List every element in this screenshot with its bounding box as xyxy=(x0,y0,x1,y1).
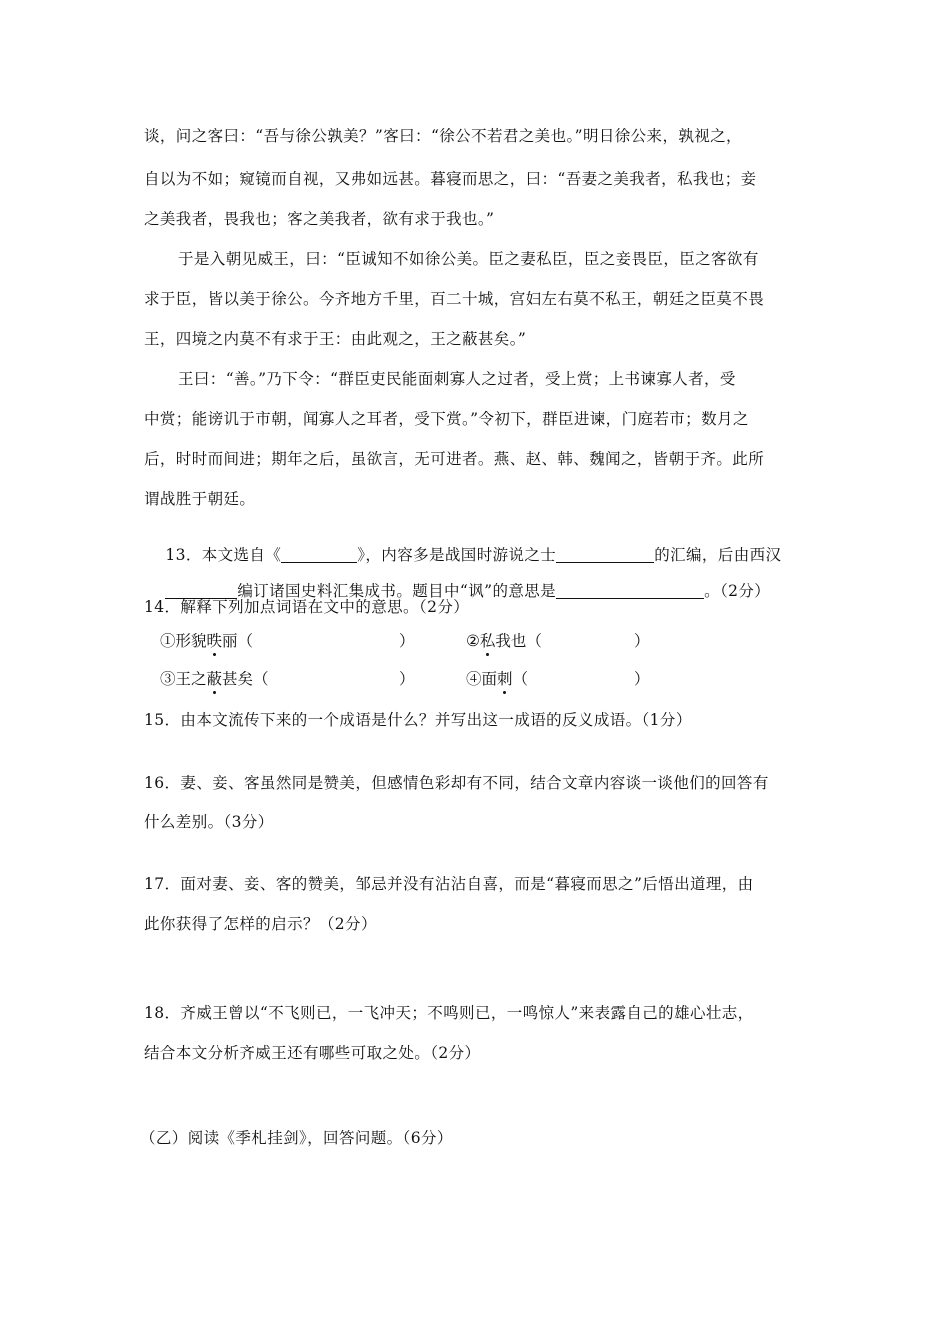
question-16-line-2: 什么差别。（3分） xyxy=(144,813,274,831)
question-15: 15．由本文流传下来的一个成语是什么？并写出这一成语的反义成语。（1分） xyxy=(144,711,692,729)
passage-line-10: 谓战胜于朝廷。 xyxy=(144,490,256,508)
question-17-line-2: 此你获得了怎样的启示？（2分） xyxy=(144,915,377,933)
option-2-suffix: 我也（ xyxy=(495,632,542,650)
option-1-close-paren: ） xyxy=(399,632,415,650)
answer-blank-feng-meaning[interactable] xyxy=(556,582,704,599)
option-2-dotted-char: 私 xyxy=(479,632,496,650)
option-3-suffix: 甚矣（ xyxy=(222,670,269,688)
passage-line-9: 后，时时而间进；期年之后，虽欲言，无可进者。燕、赵、韩、魏闻之，皆朝于齐。此所 xyxy=(144,450,765,468)
question-14-option-3 xyxy=(160,669,269,689)
option-3-dotted-char: 蔽 xyxy=(206,670,223,688)
passage-line-4: 于是入朝见威王，曰：“臣诚知不如徐公美。臣之妻私臣，臣之妾畏臣，臣之客欲有 xyxy=(178,250,759,268)
passage-line-7: 王曰：“善。”乃下令：“群臣吏民能面刺寡人之过者，受上赏；上书谏寡人者，受 xyxy=(178,370,736,388)
option-3-prefix: ③王之 xyxy=(160,670,207,688)
passage-line-3: 之美我者，畏我也；客之美我者，欲有求于我也。” xyxy=(144,210,495,228)
option-4-dotted-char: 刺 xyxy=(497,670,513,688)
question-18-line-2: 结合本文分析齐威王还有哪些可取之处。（2分） xyxy=(144,1044,481,1062)
option-4-close-paren: ） xyxy=(634,670,650,688)
option-2-prefix: ② xyxy=(466,632,480,650)
question-13-text-b: 》，内容多是战国时游说之士 xyxy=(357,546,557,564)
question-13-text-d: 编订诸国史料汇集成书。题目中“讽”的意思是 xyxy=(237,582,557,600)
option-1-dotted-char: 昳 xyxy=(206,632,223,650)
option-2-close-paren: ） xyxy=(634,632,650,650)
question-18-line-1: 18．齐威王曾以“不飞则已，一飞冲天；不鸣则已，一鸣惊人”来表露自己的雄心壮志， xyxy=(144,1004,754,1022)
passage-line-5: 求于臣，皆以美于徐公。今齐地方千里，百二十城，宫妇左右莫不私王，朝廷之臣莫不畏 xyxy=(144,290,765,308)
question-14-option-2 xyxy=(466,631,542,651)
question-13-text-e: 。（2分） xyxy=(704,582,771,600)
option-3-close-paren: ） xyxy=(399,670,415,688)
option-1-prefix: ①形貌 xyxy=(160,632,207,650)
passage-line-6: 王，四境之内莫不有求于王：由此观之，王之蔽甚矣。” xyxy=(144,330,527,348)
question-14-option-4 xyxy=(466,669,528,689)
passage-line-2: 自以为不如；窥镜而自视，又弗如远甚。暮寝而思之，曰：“吾妻之美我者，私我也；妾 xyxy=(144,170,757,188)
question-14-option-1 xyxy=(160,631,253,651)
passage-line-1: 谈，问之客曰：“吾与徐公孰美？”客曰：“徐公不若君之美也。”明日徐公来，孰视之， xyxy=(144,127,742,145)
question-17-line-1: 17．面对妻、妾、客的赞美，邹忌并没有沾沾自喜，而是“暮寝而思之”后悟出道理，由 xyxy=(144,875,754,893)
question-13-text-c: 的汇编，后由西汉 xyxy=(654,546,782,564)
option-1-suffix: 丽（ xyxy=(222,632,254,650)
question-14-stem: 14．解释下列加点词语在文中的意思。（2分） xyxy=(144,598,470,616)
option-4-suffix: （ xyxy=(512,670,529,688)
question-13-text-a: 13．本文选自《 xyxy=(165,546,282,564)
passage-line-8: 中赏；能谤讥于市朝，闻寡人之耳者，受下赏。”令初下，群臣进谏，门庭若市；数月之 xyxy=(144,410,749,428)
option-4-prefix: ④面 xyxy=(466,670,498,688)
question-16-line-1: 16．妻、妾、客虽然同是赞美，但感情色彩却有不同，结合文章内容谈一谈他们的回答有 xyxy=(144,774,769,792)
part-b-heading: （乙）阅读《季札挂剑》，回答问题。（6分） xyxy=(140,1129,453,1147)
